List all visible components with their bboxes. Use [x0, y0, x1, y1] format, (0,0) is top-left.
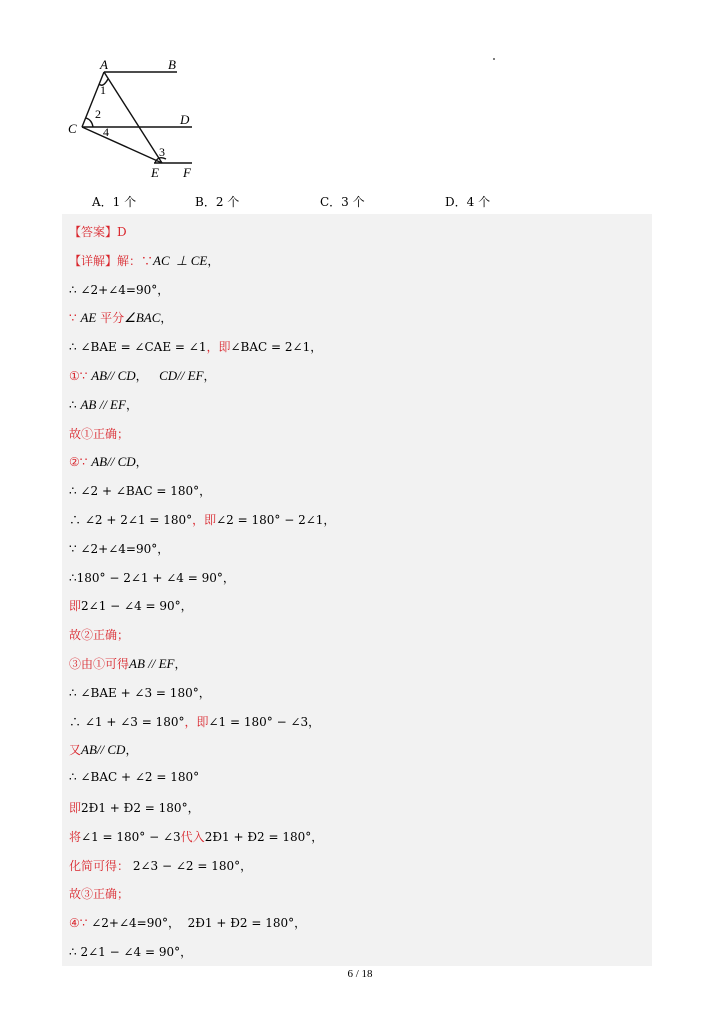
solution-text: ①∵: [69, 369, 92, 383]
option-c: C．3 个: [320, 195, 365, 209]
solution-text: ，: [308, 714, 321, 729]
stray-dot: [493, 58, 495, 60]
solution-text: AE: [80, 310, 97, 326]
solution-text: 即: [69, 599, 82, 614]
page-number: 6 / 18: [347, 968, 373, 980]
solution-text: ∴: [69, 397, 81, 412]
solution-text: ，: [310, 340, 323, 355]
solution-text: ∠2+∠4=90°， 2Ð1 + Ð2 = 180°，: [91, 916, 307, 931]
solution-text: ∴ ∠2 + ∠BAC = 180°，: [69, 484, 212, 499]
solution-line: [69, 684, 211, 701]
solution-line: [69, 914, 306, 931]
solution-line: [69, 453, 148, 470]
solution-text: ∴180° − 2∠1 + ∠4 = 90°，: [69, 570, 235, 585]
solution-line: [69, 281, 169, 298]
solution-text: ②∵: [69, 455, 92, 470]
solution-text: ，: [135, 369, 160, 383]
option-b: B．2 个: [195, 195, 240, 209]
solution-text: ，: [125, 397, 138, 412]
solution-text: ∴ ∠BAC + ∠2 = 180°: [69, 770, 200, 785]
solution-text: ，: [135, 455, 148, 470]
solution-text: ，: [323, 513, 336, 527]
solution-text: ，即: [206, 340, 231, 355]
solution-text: AB // EF: [129, 656, 175, 671]
solution-line: [69, 713, 320, 730]
angle-2-arc: [86, 118, 93, 127]
solution-line: [69, 252, 219, 269]
solution-text: 化简可得：: [69, 858, 130, 873]
solution-text: ，: [203, 369, 216, 383]
solution-line: [69, 396, 138, 413]
solution-text: ∴ ∠2 + 2∠1 = 180°: [69, 513, 193, 527]
solution-text: 故②正确；: [69, 628, 130, 643]
solution-line: [69, 338, 322, 355]
label-angle-4: 4: [103, 125, 109, 139]
solution-text: 又: [69, 743, 82, 758]
solution-text: ∠BAC = 2∠1: [230, 340, 311, 355]
solution-line: [69, 828, 323, 845]
solution-text: ，: [174, 657, 187, 671]
solution-text: ∴ ∠1 + ∠3 = 180°: [69, 714, 185, 729]
solution-text: 2Ð1 + Ð2 = 180°，: [204, 829, 324, 844]
label-f: F: [183, 165, 191, 180]
answer-options: [92, 193, 692, 211]
solution-line: [69, 223, 127, 240]
solution-line: [69, 943, 192, 960]
solution-line: [69, 597, 193, 614]
solution-text: ，: [207, 253, 220, 268]
solution-text: ∴ ∠2+∠4=90°，: [69, 282, 170, 297]
solution-text: 2∠1 − ∠4 = 90°，: [81, 599, 193, 614]
solution-line: [69, 857, 252, 874]
solution-text: ∴ 2∠1 − ∠4 = 90°，: [69, 945, 193, 959]
solution-line: [69, 511, 335, 528]
solution-text: ，: [125, 743, 138, 758]
solution-text: 故③正确；: [69, 887, 130, 902]
solution-panel: [62, 214, 652, 966]
label-angle-2: 2: [95, 107, 101, 121]
solution-text: ∴ ∠BAE + ∠3 = 180°，: [69, 685, 211, 700]
solution-text: ∵: [69, 311, 81, 326]
solution-text: AB// CD: [91, 454, 136, 470]
solution-line: [69, 799, 200, 816]
solution-text: ∠2 = 180° − 2∠1: [216, 513, 324, 527]
solution-text: D: [117, 225, 127, 239]
solution-text: ，即: [184, 714, 209, 729]
solution-text: ，即: [192, 513, 217, 527]
solution-text: 即: [69, 801, 82, 815]
label-d: D: [180, 112, 190, 127]
option-a: A．1 个: [92, 195, 137, 209]
solution-text: ③由①可得: [69, 657, 130, 671]
label-b: B: [168, 57, 176, 72]
solution-line: [69, 309, 172, 326]
solution-text: AB// CD: [81, 742, 126, 758]
solution-line: [69, 626, 129, 643]
solution-line: [69, 482, 211, 499]
label-c: C: [68, 121, 77, 136]
label-angle-1: 1: [100, 83, 106, 97]
solution-text: 故①正确；: [69, 426, 130, 441]
solution-line: [69, 569, 235, 586]
label-e: E: [151, 165, 159, 180]
solution-text: ∴ ∠BAE = ∠CAE = ∠1: [69, 340, 207, 355]
solution-text: ∠1 = 180° − ∠3: [208, 714, 309, 729]
solution-text: 平分: [96, 311, 125, 326]
solution-text: AB // EF: [80, 396, 126, 412]
solution-line: [69, 770, 199, 784]
solution-line: [69, 885, 129, 902]
label-a: A: [100, 57, 108, 72]
solution-text: 2∠3 − ∠2 = 180°，: [129, 858, 253, 873]
solution-line: [69, 741, 137, 758]
solution-text: CD// EF: [159, 368, 204, 383]
solution-text: 【答案】: [69, 225, 118, 239]
solution-text: ∠1 = 180° − ∠3: [81, 829, 181, 844]
solution-text: AC ⊥ CE: [153, 252, 208, 268]
solution-line: [69, 655, 187, 672]
solution-line: [69, 425, 129, 442]
solution-text: ∵ ∠2+∠4=90°，: [69, 541, 170, 556]
solution-text: 【详解】解：∵: [69, 253, 154, 268]
solution-text: ∠BAC: [124, 310, 161, 326]
geometry-figure: [62, 55, 202, 185]
solution-line: [69, 540, 169, 557]
option-d: D．4 个: [445, 195, 491, 209]
solution-text: AB// CD: [91, 368, 136, 383]
solution-text: 2Ð1 + Ð2 = 180°，: [81, 801, 200, 815]
solution-text: 将: [69, 829, 82, 844]
solution-text: 代入: [180, 829, 205, 844]
solution-line: [69, 367, 216, 384]
solution-text: ④∵: [69, 916, 92, 931]
solution-text: ，: [160, 311, 173, 326]
label-angle-3: 3: [159, 145, 165, 159]
